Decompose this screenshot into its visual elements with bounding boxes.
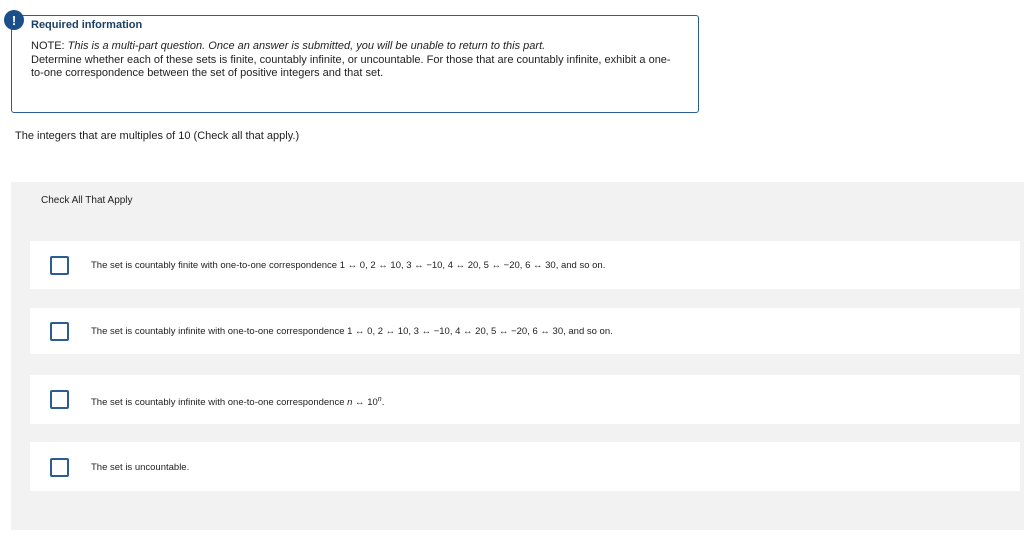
panel-header: Check All That Apply: [41, 195, 133, 206]
alert-icon: !: [4, 10, 24, 30]
note-text: This is a multi-part question. Once an answer is submitted, you will be unable to return to this part.: [67, 40, 546, 52]
check-all-panel: [11, 182, 1024, 530]
option-label: The set is countably finite with one-to-one correspondence 1 ↔ 0, 2 ↔ 10, 3 ↔ −10, 4 ↔ 20, 5 ↔ −20, 6 ↔ 30, and so on.: [91, 260, 606, 271]
option-checkbox[interactable]: [50, 458, 69, 477]
note-label: NOTE:: [31, 40, 68, 52]
option-checkbox[interactable]: [50, 256, 69, 275]
info-text: [31, 40, 671, 81]
option-uncountable[interactable]: [30, 442, 1020, 491]
option-label: The set is countably infinite with one-to-one correspondence n ↔ 10$^n$.: [91, 396, 385, 409]
option-checkbox[interactable]: [50, 322, 69, 341]
info-title: Required information: [31, 19, 143, 31]
option-label: The set is uncountable.: [91, 462, 190, 473]
question-text: The integers that are multiples of 10 (Check all that apply.): [15, 130, 300, 142]
instruction-text: Determine whether each of these sets is finite, countably infinite, or uncountable. For those that are countably infinite, exhibit a one-to-one correspondence between the set of positive integers and that set.: [31, 53, 671, 79]
option-checkbox[interactable]: [50, 390, 69, 409]
option-countably-infinite-power[interactable]: [30, 375, 1020, 424]
option-countably-infinite-list[interactable]: [30, 308, 1020, 354]
option-countably-finite[interactable]: [30, 241, 1020, 289]
option-label: The set is countably infinite with one-to-one correspondence 1 ↔ 0, 2 ↔ 10, 3 ↔ −10, 4 ↔ 20, 5 ↔ −20, 6 ↔ 30, and so on.: [91, 326, 613, 337]
